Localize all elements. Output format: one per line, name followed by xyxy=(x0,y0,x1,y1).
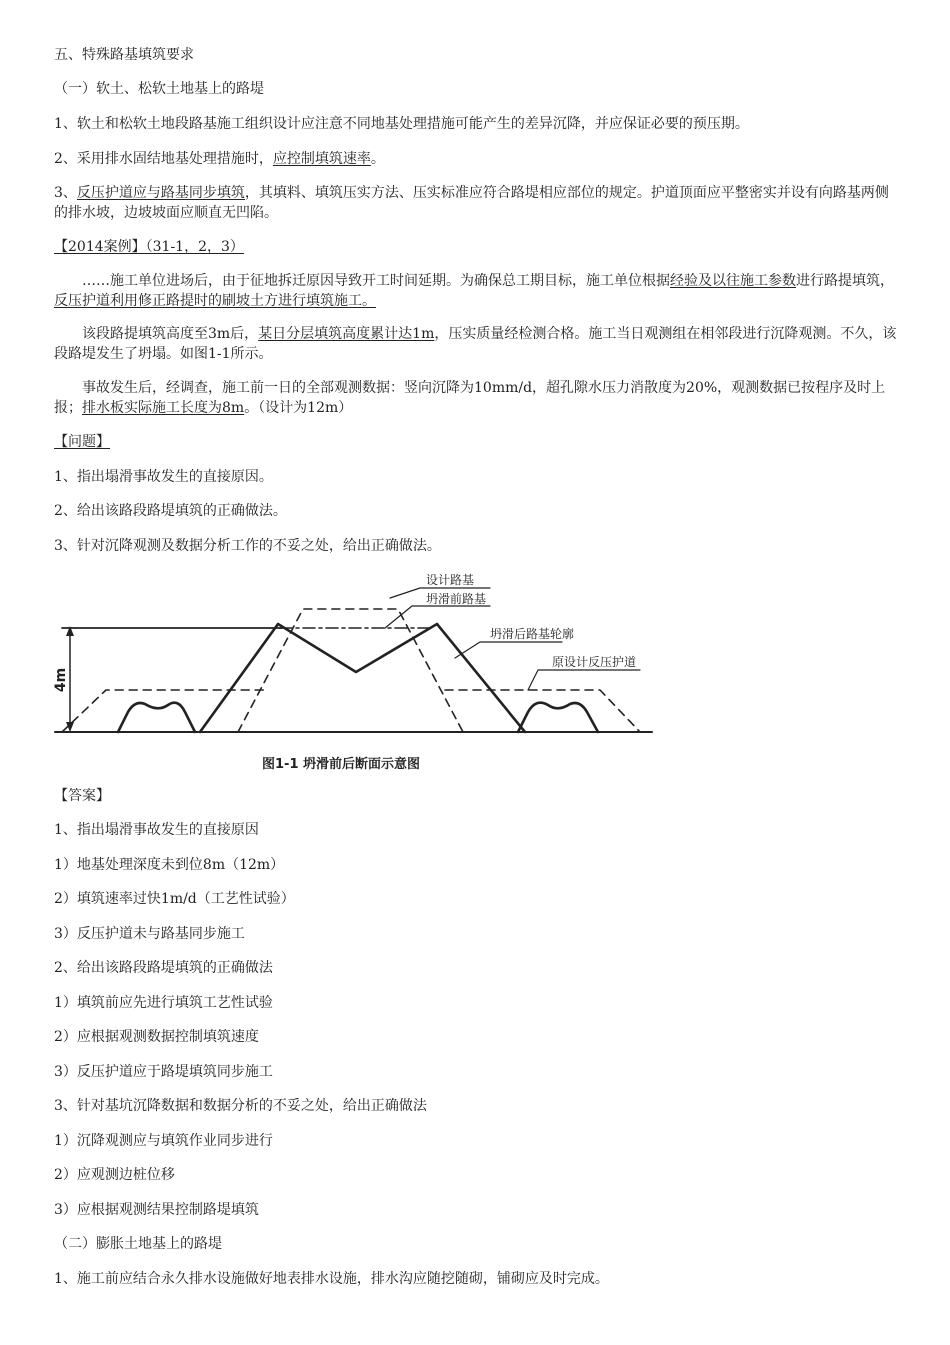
label-design-subgrade: 设计路基 xyxy=(426,573,475,587)
label-counter-berm: 原设计反压护道 xyxy=(552,655,637,669)
answer-item: 2）应观测边桩位移 xyxy=(54,1167,175,1183)
paragraph: 1、软土和松软土地段路基施工组织设计应注意不同地基处理措施可能产生的差异沉降，并应保证必要的预压期。 xyxy=(54,116,749,132)
berm-right xyxy=(445,690,640,732)
heave-left xyxy=(118,703,195,732)
answer-item: 2）应根据观测数据控制填筑速度 xyxy=(54,1029,259,1045)
case-paragraph: ……施工单位进场后，由于征地拆迁原因导致开工时间延期。为确保总工期目标，施工单位根据经验及以往施工参数进行路提填筑，反压护道利用修正路提时的刷坡土方进行填筑施工。 xyxy=(54,273,894,309)
label-post-slide-outline: 坍滑后路基轮廓 xyxy=(490,627,575,641)
berm-left xyxy=(62,690,266,732)
answer-item: 1）沉降观测应与填筑作业同步进行 xyxy=(54,1133,273,1149)
heave-right xyxy=(518,703,598,732)
cross-section-figure xyxy=(50,562,660,777)
answer-heading: 2、给出该路段路堤填筑的正确做法 xyxy=(54,960,273,976)
answer-heading: 1、指出塌滑事故发生的直接原因 xyxy=(54,822,259,838)
answer-heading: 3、针对基坑沉降数据和数据分析的不妥之处，给出正确做法 xyxy=(54,1098,427,1114)
question: 3、针对沉降观测及数据分析工作的不妥之处，给出正确做法。 xyxy=(54,538,441,554)
answer-item: 3）应根据观测结果控制路堤填筑 xyxy=(54,1202,259,1218)
height-label: 4m xyxy=(53,667,69,693)
answer-item: 3）反压护道未与路基同步施工 xyxy=(54,926,245,942)
case-paragraph: 该段路提填筑高度至3m后，某日分层填筑高度累计达1m，压实质量经检测合格。施工当日观测组在相邻段进行沉降观测。不久，该段路堤发生了坍塌。如图1-1所示。 xyxy=(54,326,897,362)
paragraph: 2、采用排水固结地基处理措施时，应控制填筑速率。 xyxy=(54,151,385,167)
leader-line xyxy=(455,642,562,658)
answer-item: 2）填筑速率过快1m/d（工艺性试验） xyxy=(54,891,295,907)
label-pre-slide-subgrade: 坍滑前路基 xyxy=(426,592,487,606)
paragraph: 1、施工前应结合永久排水设施做好地表排水设施，排水沟应随挖随砌，铺砌应及时完成。 xyxy=(54,1271,609,1287)
questions-tag: 【问题】 xyxy=(54,434,110,450)
subsection-heading: （一）软土、松软土地基上的路堤 xyxy=(54,81,264,97)
answer-item: 3）反压护道应于路堤填筑同步施工 xyxy=(54,1064,273,1080)
post-slide-outline xyxy=(200,624,525,732)
answer-item: 1）填筑前应先进行填筑工艺性试验 xyxy=(54,995,273,1011)
leader-line xyxy=(528,670,640,690)
question: 2、给出该路段路堤填筑的正确做法。 xyxy=(54,503,287,519)
answers-tag: 【答案】 xyxy=(54,788,110,804)
case-tag: 【2014案例】（31-1，2，3） xyxy=(54,239,244,255)
paragraph: 3、反压护道应与路基同步填筑，其填料、填筑压实方法、压实标准应符合路堤相应部位的规定。护道顶面应平整密实并设有向路基两侧的排水坡，边坡坡面应顺直无凹陷。 xyxy=(54,185,889,221)
answer-item: 1）地基处理深度未到位8m（12m） xyxy=(54,857,285,873)
section-heading: 五、特殊路基填筑要求 xyxy=(54,47,194,63)
question: 1、指出塌滑事故发生的直接原因。 xyxy=(54,469,273,485)
case-paragraph: 事故发生后，经调查，施工前一日的全部观测数据：竖向沉降为10mm/d，超孔隙水压力消散度为20%，观测数据已按程序及时上报；排水板实际施工长度为8m。（设计为12m） xyxy=(54,380,886,416)
subsection-heading: （二）膨胀土地基上的路堤 xyxy=(54,1236,222,1252)
figure-caption: 图1-1 坍滑前后断面示意图 xyxy=(262,757,421,772)
